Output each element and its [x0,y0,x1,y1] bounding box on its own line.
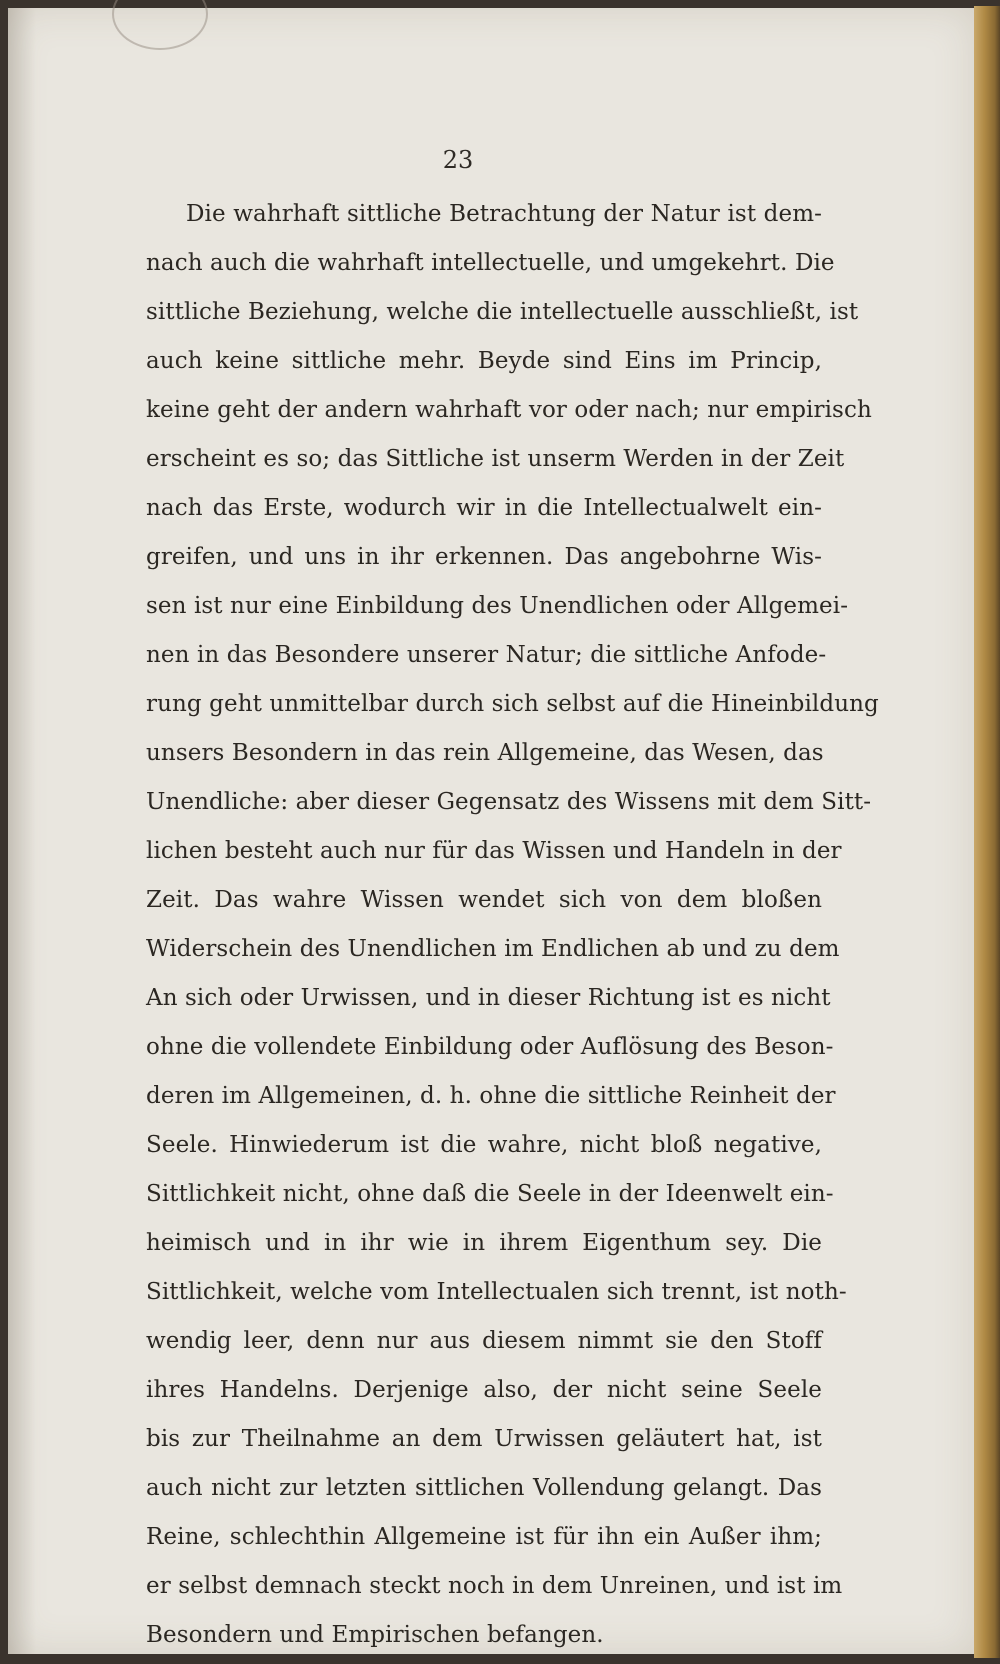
text-line: er selbst demnach steckt noch in dem Unreinen, und ist im [146,1573,843,1599]
text-line: Zeit. Das wahre Wissen wendet sich von dem bloßen [146,887,822,913]
text-line: auch nicht zur letzten sittlichen Vollendung gelangt. Das [146,1475,822,1501]
text-line: Seele. Hinwiederum ist die wahre, nicht bloß negative, [146,1132,822,1158]
text-line: nen in das Besondere unserer Natur; die sittliche Anfode- [146,642,827,668]
text-line: Sittlichkeit, welche vom Intellectualen sich trennt, ist noth- [146,1279,847,1305]
text-line: heimisch und in ihr wie in ihrem Eigenthum sey. Die [146,1230,822,1256]
text-line: keine geht der andern wahrhaft vor oder nach; nur empirisch [146,397,872,423]
text-line: sen ist nur eine Einbildung des Unendlichen oder Allgemei- [146,593,849,619]
page-number: 23 [442,146,474,174]
text-line: erscheint es so; das Sittliche ist unserm Werden in der Zeit [146,446,845,472]
text-line: lichen besteht auch nur für das Wissen und Handeln in der [146,838,842,864]
text-line: bis zur Theilnahme an dem Urwissen geläutert hat, ist [146,1426,822,1452]
text-line: unsers Besondern in das rein Allgemeine, das Wesen, das [146,740,824,766]
text-line: An sich oder Urwissen, und in dieser Richtung ist es nicht [146,985,831,1011]
text-line: auch keine sittliche mehr. Beyde sind Eins im Princip, [146,348,822,374]
book-page [8,8,974,1654]
text-block [146,190,879,1660]
text-line: Besondern und Empirischen befangen. [146,1622,604,1648]
text-line: nach auch die wahrhaft intellectuelle, und umgekehrt. Die [146,250,835,276]
text-line: Widerschein des Unendlichen im Endlichen ab und zu dem [146,936,840,962]
text-line: ohne die vollendete Einbildung oder Auflösung des Beson- [146,1034,834,1060]
text-line: greifen, und uns in ihr erkennen. Das angebohrne Wis- [146,544,822,570]
text-line: wendig leer, denn nur aus diesem nimmt sie den Stoff [146,1328,822,1354]
text-line: nach das Erste, wodurch wir in die Intellectualwelt ein- [146,495,822,521]
text-line: Reine, schlechthin Allgemeine ist für ihn ein Außer ihm; [146,1524,822,1550]
text-line: sittliche Beziehung, welche die intellectuelle ausschließt, ist [146,299,859,325]
text-line: Unendliche: aber dieser Gegensatz des Wissens mit dem Sitt- [146,789,872,815]
stain-ring [112,0,208,50]
text-line: deren im Allgemeinen, d. h. ohne die sittliche Reinheit der [146,1083,836,1109]
spine-shadow [8,8,36,1654]
text-line: ihres Handelns. Derjenige also, der nicht seine Seele [146,1377,822,1403]
text-line: Die wahrhaft sittliche Betrachtung der Natur ist dem- [186,201,822,227]
text-line: rung geht unmittelbar durch sich selbst auf die Hineinbildung [146,691,879,717]
page-edge [974,6,1000,1658]
text-line: Sittlichkeit nicht, ohne daß die Seele in der Ideenwelt ein- [146,1181,834,1207]
